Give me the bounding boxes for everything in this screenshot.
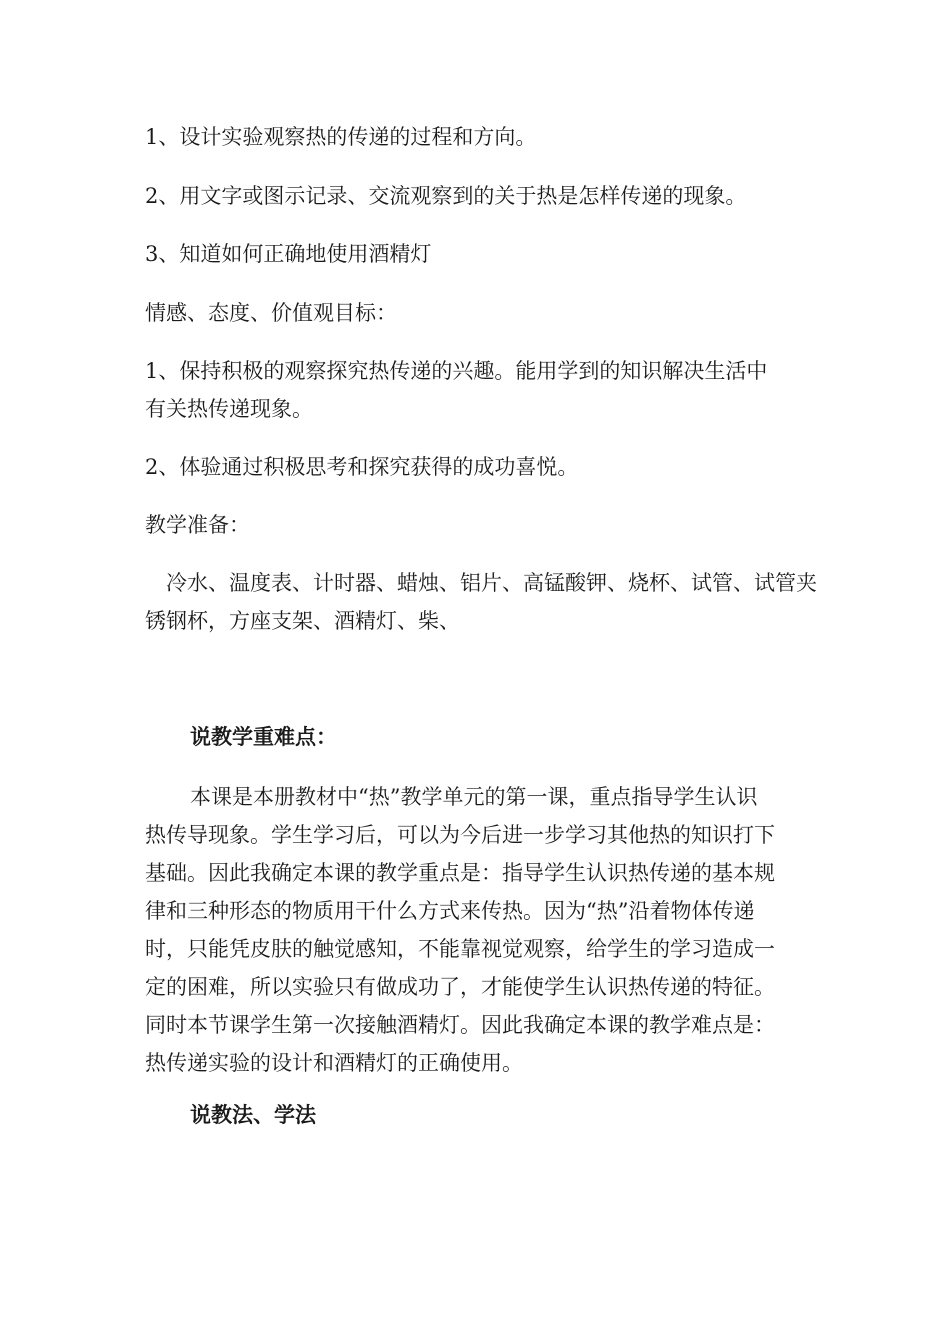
paragraph-line: 冷水、温度表、计时器、蜡烛、铝片、高锰酸钾、烧杯、试管、试管夹: [166, 571, 817, 595]
objective-item-3: 3、知道如何正确地使用酒精灯: [145, 242, 432, 266]
paragraph-line: 热传递实验的设计和酒精灯的正确使用。: [145, 1051, 523, 1075]
paragraph-line: 律和三种形态的物质用干什么方式来传热。因为“热”沿着物体传递: [145, 899, 755, 923]
paragraph-line: 定的困难，所以实验只有做成功了，才能使学生认识热传递的特征。: [145, 975, 775, 999]
paragraph-line: 同时本节课学生第一次接触酒精灯。因此我确定本课的教学难点是：: [145, 1013, 775, 1037]
emotion-objective-item-1: [145, 352, 815, 428]
paragraph-line: 1、保持积极的观察探究热传递的兴趣。能用学到的知识解决生活中: [145, 359, 768, 383]
key-points-heading: 说教学重难点：: [190, 725, 337, 749]
key-points-paragraph: [145, 778, 815, 1082]
paragraph-line: 基础。因此我确定本课的教学重点是：指导学生认识热传递的基本规: [145, 861, 775, 885]
methods-heading: 说教法、学法: [190, 1103, 316, 1127]
emotion-objectives-heading: 情感、态度、价值观目标：: [145, 301, 397, 325]
objective-item-2: 2、用文字或图示记录、交流观察到的关于热是怎样传递的现象。: [145, 184, 747, 208]
paragraph-line: 时，只能凭皮肤的触觉感知，不能靠视觉观察，给学生的学习造成一: [145, 937, 775, 961]
paragraph-line: 有关热传递现象。: [145, 397, 313, 421]
paragraph-line: 热传导现象。学生学习后，可以为今后进一步学习其他热的知识打下: [145, 823, 775, 847]
emotion-objective-item-2: 2、体验通过积极思考和探究获得的成功喜悦。: [145, 455, 579, 479]
preparation-materials: [145, 564, 815, 640]
objective-item-1: 1、设计实验观察热的传递的过程和方向。: [145, 125, 537, 149]
paragraph-line: 锈钢杯，方座支架、酒精灯、柴、: [145, 609, 460, 633]
paragraph-line: 本课是本册教材中“热”教学单元的第一课，重点指导学生认识: [190, 785, 758, 809]
preparation-heading: 教学准备：: [145, 513, 250, 537]
